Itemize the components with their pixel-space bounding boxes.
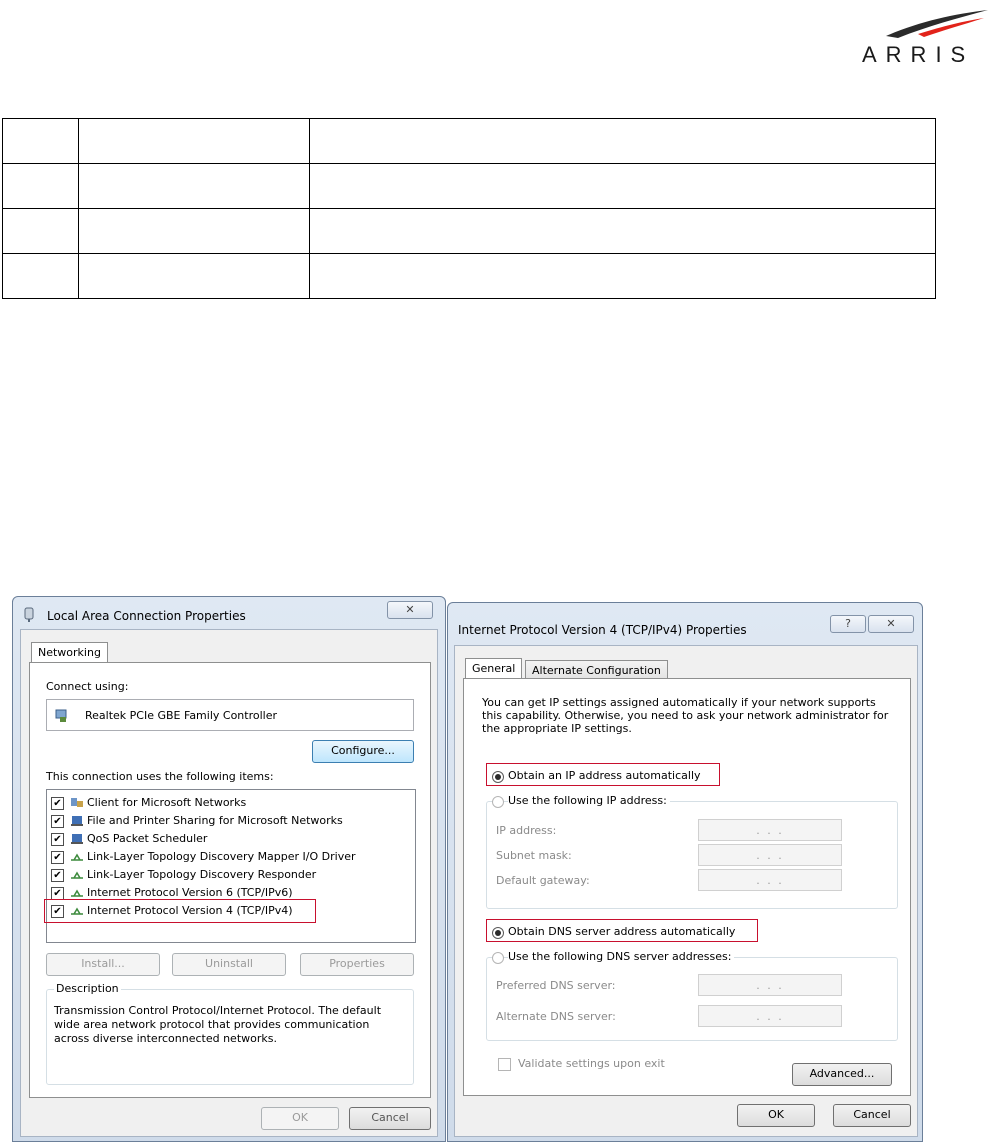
preferred-dns-field[interactable] bbox=[698, 974, 842, 996]
alternate-dns-label: Alternate DNS server: bbox=[496, 1010, 616, 1023]
cancel-label: Cancel bbox=[371, 1111, 409, 1124]
help-icon: ? bbox=[845, 617, 851, 630]
checkbox[interactable]: ✔ bbox=[51, 833, 64, 846]
network-adapter-icon bbox=[23, 607, 35, 623]
lac-cancel-button[interactable] bbox=[349, 1107, 431, 1130]
cancel-label: Cancel bbox=[853, 1108, 891, 1121]
tab-general[interactable] bbox=[465, 658, 522, 679]
close-icon: ✕ bbox=[405, 603, 415, 616]
protocol-icon bbox=[70, 869, 84, 881]
checkbox[interactable]: ✔ bbox=[51, 797, 64, 810]
item-label: Internet Protocol Version 6 (TCP/IPv6) bbox=[87, 886, 293, 899]
install-label: Install... bbox=[81, 957, 125, 970]
items-label: This connection uses the following items: bbox=[46, 770, 274, 783]
arris-logo-text: ARRIS bbox=[862, 42, 975, 67]
ip-dots: . . . bbox=[756, 824, 784, 837]
help-button[interactable] bbox=[830, 615, 866, 633]
default-gateway-label: Default gateway: bbox=[496, 874, 590, 887]
ip-dots: . . . bbox=[756, 979, 784, 992]
ip-address-label: IP address: bbox=[496, 824, 557, 837]
close-icon: ✕ bbox=[886, 617, 896, 630]
ok-label: OK bbox=[768, 1108, 784, 1121]
ip-dots: . . . bbox=[756, 874, 784, 887]
item-label: Internet Protocol Version 4 (TCP/IPv4) bbox=[87, 904, 293, 917]
ip-address-field[interactable] bbox=[698, 819, 842, 841]
general-panel bbox=[463, 678, 911, 1096]
advanced-button[interactable] bbox=[792, 1063, 892, 1086]
list-item[interactable] bbox=[51, 850, 356, 866]
validate-label: Validate settings upon exit bbox=[518, 1057, 665, 1070]
service-icon bbox=[70, 833, 84, 845]
protocol-icon bbox=[70, 851, 84, 863]
table-row bbox=[3, 164, 936, 209]
adapter-name: Realtek PCIe GBE Family Controller bbox=[85, 709, 278, 722]
item-label: Link-Layer Topology Discovery Responder bbox=[87, 868, 317, 881]
ipv4-ok-button[interactable] bbox=[737, 1104, 815, 1127]
ipv4-title: Internet Protocol Version 4 (TCP/IPv4) Properties bbox=[458, 623, 747, 637]
use-dns-radio[interactable] bbox=[492, 952, 504, 964]
properties-button[interactable] bbox=[300, 953, 414, 976]
lac-title: Local Area Connection Properties bbox=[47, 609, 246, 623]
subnet-mask-label: Subnet mask: bbox=[496, 849, 572, 862]
configure-button[interactable] bbox=[312, 740, 414, 763]
use-ip-label: Use the following IP address: bbox=[508, 794, 670, 807]
configure-label: Configure... bbox=[331, 744, 395, 757]
obtain-ip-highlight-box bbox=[486, 763, 720, 786]
tab-alternate-configuration[interactable] bbox=[525, 660, 668, 679]
item-label: QoS Packet Scheduler bbox=[87, 832, 208, 845]
list-item[interactable] bbox=[51, 832, 207, 848]
lac-body bbox=[20, 629, 438, 1137]
preferred-dns-label: Preferred DNS server: bbox=[496, 979, 616, 992]
item-label: File and Printer Sharing for Microsoft Networks bbox=[87, 814, 343, 827]
ip-dots: . . . bbox=[756, 1010, 784, 1023]
obtain-dns-label: Obtain DNS server address automatically bbox=[508, 925, 736, 938]
network-card-icon bbox=[55, 708, 71, 724]
lac-properties-dialog bbox=[12, 596, 446, 1142]
item-label: Link-Layer Topology Discovery Mapper I/O Driver bbox=[87, 850, 356, 863]
table-row bbox=[3, 209, 936, 254]
ok-label: OK bbox=[292, 1111, 308, 1124]
arris-logo bbox=[858, 8, 990, 67]
list-item[interactable] bbox=[51, 868, 316, 884]
item-label: Client for Microsoft Networks bbox=[87, 796, 247, 809]
obtain-ip-label: Obtain an IP address automatically bbox=[508, 769, 701, 782]
checkbox[interactable]: ✔ bbox=[51, 815, 64, 828]
connect-using-label: Connect using: bbox=[46, 680, 129, 693]
table-row bbox=[3, 119, 936, 164]
document-table bbox=[2, 118, 936, 299]
adapter-field bbox=[46, 699, 414, 731]
protocol-icon bbox=[70, 887, 84, 899]
tab-networking[interactable] bbox=[31, 642, 108, 663]
table-row bbox=[3, 254, 936, 299]
advanced-label: Advanced... bbox=[809, 1067, 875, 1080]
install-button[interactable] bbox=[46, 953, 160, 976]
validate-checkbox[interactable] bbox=[498, 1058, 511, 1071]
use-dns-label: Use the following DNS server addresses: bbox=[508, 950, 734, 963]
description-label: Description bbox=[56, 982, 119, 995]
default-gateway-field[interactable] bbox=[698, 869, 842, 891]
alternate-dns-field[interactable] bbox=[698, 1005, 842, 1027]
ip-dots: . . . bbox=[756, 849, 784, 862]
tab-networking-label: Networking bbox=[38, 646, 101, 659]
lac-close-button[interactable] bbox=[387, 601, 433, 619]
use-ip-radio[interactable] bbox=[492, 796, 504, 808]
uninstall-button[interactable] bbox=[172, 953, 286, 976]
ipv4-properties-dialog bbox=[447, 602, 923, 1142]
subnet-mask-field[interactable] bbox=[698, 844, 842, 866]
description-text: Transmission Control Protocol/Internet Protocol. The default wide area network protocol that provides communication across diverse interconnected networks. bbox=[54, 1004, 382, 1045]
ipv4-close-button[interactable] bbox=[868, 615, 914, 633]
obtain-dns-highlight-box bbox=[486, 919, 758, 942]
lac-ok-button[interactable] bbox=[261, 1107, 339, 1130]
networking-panel bbox=[29, 662, 431, 1098]
intro-text: You can get IP settings assigned automatically if your network supports this capability. Otherwise, you need to ask your network administrator for the appropriate IP settings. bbox=[482, 696, 889, 735]
uninstall-label: Uninstall bbox=[205, 957, 253, 970]
checkbox[interactable]: ✔ bbox=[51, 905, 64, 918]
service-icon bbox=[70, 815, 84, 827]
tab-general-label: General bbox=[472, 662, 516, 675]
client-icon bbox=[70, 797, 84, 809]
ipv4-body bbox=[454, 645, 918, 1137]
list-item[interactable] bbox=[51, 814, 343, 830]
checkbox[interactable]: ✔ bbox=[51, 869, 64, 882]
arris-swoosh-icon bbox=[858, 8, 990, 42]
static-dns-group bbox=[486, 957, 898, 1041]
list-item[interactable] bbox=[51, 796, 246, 812]
ipv4-highlight-box bbox=[44, 899, 316, 923]
ipv4-cancel-button[interactable] bbox=[833, 1104, 911, 1127]
checkbox[interactable]: ✔ bbox=[51, 851, 64, 864]
tab-alternate-label: Alternate Configuration bbox=[532, 664, 661, 677]
properties-label: Properties bbox=[329, 957, 385, 970]
checkbox[interactable]: ✔ bbox=[51, 887, 64, 900]
